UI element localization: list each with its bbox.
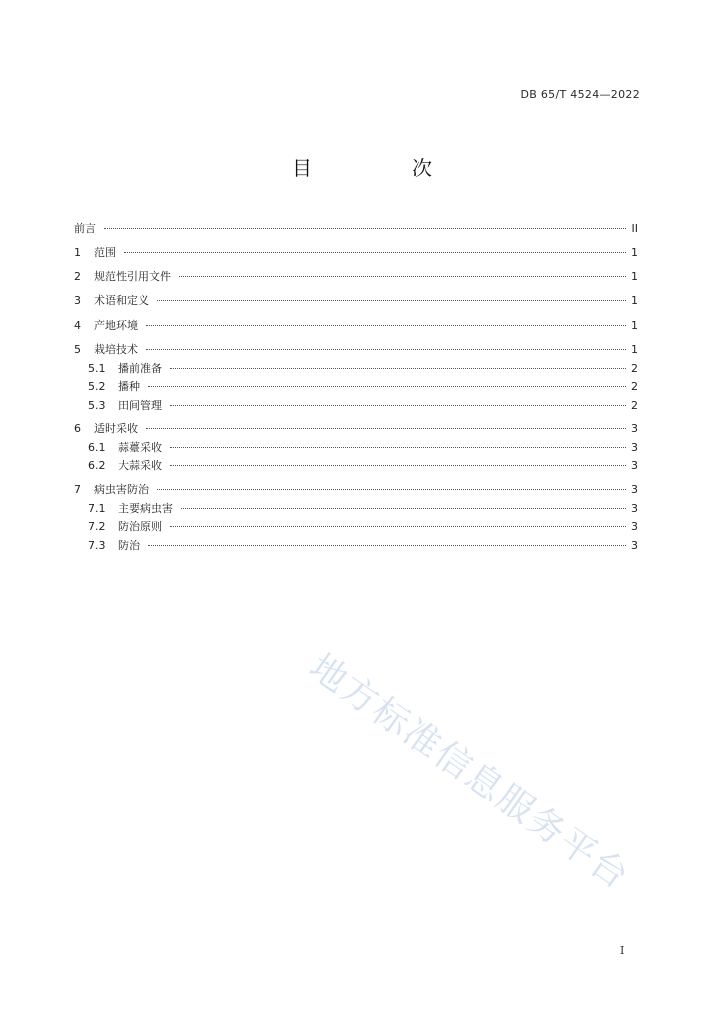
- toc-leader: [181, 508, 626, 509]
- toc-page: 1: [631, 246, 638, 259]
- page-number: I: [620, 944, 625, 957]
- toc-entry[interactable]: [88, 362, 638, 376]
- toc-label: 播种: [118, 380, 140, 393]
- toc-leader: [170, 526, 626, 527]
- toc-number: 6.1: [88, 441, 106, 454]
- toc-leader: [148, 545, 626, 546]
- toc-leader: [104, 228, 626, 229]
- toc-number: 5: [74, 343, 81, 356]
- toc-label: 播前准备: [118, 362, 162, 375]
- toc-number: 7: [74, 483, 81, 496]
- toc-page: 3: [631, 539, 638, 552]
- toc-label: 防治原则: [118, 520, 162, 533]
- toc-entry[interactable]: [88, 380, 638, 394]
- toc-number: 5.3: [88, 399, 106, 412]
- toc-leader: [170, 368, 626, 369]
- toc-leader: [157, 489, 626, 490]
- toc-leader: [157, 300, 626, 301]
- toc-leader: [148, 386, 626, 387]
- toc-number: 2: [74, 270, 81, 283]
- toc-number: 7.1: [88, 502, 106, 515]
- toc-page: 3: [631, 483, 638, 496]
- toc-entry[interactable]: [74, 294, 638, 308]
- toc-number: 4: [74, 319, 81, 332]
- toc-page: 3: [631, 441, 638, 454]
- toc-page: 3: [631, 502, 638, 515]
- toc-leader: [170, 465, 626, 466]
- toc-label: 规范性引用文件: [94, 270, 171, 283]
- toc-label: 防治: [118, 539, 140, 552]
- toc-leader: [146, 349, 626, 350]
- toc-entry[interactable]: [88, 539, 638, 553]
- toc-leader: [170, 405, 626, 406]
- toc-label: 术语和定义: [94, 294, 149, 307]
- toc-page: 1: [631, 294, 638, 307]
- toc-number: 7.3: [88, 539, 106, 552]
- toc-number: 6: [74, 422, 81, 435]
- toc-label: 病虫害防治: [94, 483, 149, 496]
- toc-leader: [179, 276, 626, 277]
- toc-page: 1: [631, 319, 638, 332]
- toc-label: 田间管理: [118, 399, 162, 412]
- toc-entry[interactable]: [88, 520, 638, 534]
- toc-number: 5.1: [88, 362, 106, 375]
- toc-number: 5.2: [88, 380, 106, 393]
- toc-leader: [146, 428, 626, 429]
- watermark: 地方标准信息服务平台: [301, 646, 637, 899]
- toc-page: 3: [631, 459, 638, 472]
- toc-number: 7.2: [88, 520, 106, 533]
- toc-number: 6.2: [88, 459, 106, 472]
- toc-page: 2: [631, 380, 638, 393]
- toc-label: 适时采收: [94, 422, 138, 435]
- toc-page: 2: [631, 399, 638, 412]
- toc-label: 前言: [74, 222, 96, 235]
- toc-entry[interactable]: [88, 399, 638, 413]
- toc-entry[interactable]: [74, 343, 638, 357]
- toc-entry[interactable]: [74, 319, 638, 333]
- toc-entry[interactable]: [74, 483, 638, 497]
- toc-label: 栽培技术: [94, 343, 138, 356]
- standard-code: DB 65/T 4524—2022: [520, 88, 640, 101]
- toc-label: 产地环境: [94, 319, 138, 332]
- toc-leader: [170, 447, 626, 448]
- toc-label: 范围: [94, 246, 116, 259]
- toc-page: 3: [631, 520, 638, 533]
- toc-entry[interactable]: [74, 246, 638, 260]
- toc-leader: [124, 252, 626, 253]
- toc-entry[interactable]: [88, 459, 638, 473]
- toc-page: II: [631, 222, 638, 235]
- toc-label: 大蒜采收: [118, 459, 162, 472]
- toc-label: 蒜薹采收: [118, 441, 162, 454]
- page-title: 目 次: [292, 156, 472, 180]
- toc-page: 1: [631, 270, 638, 283]
- toc-entry[interactable]: [88, 502, 638, 516]
- toc-entry[interactable]: [74, 422, 638, 436]
- toc-page: 3: [631, 422, 638, 435]
- toc-label: 主要病虫害: [118, 502, 173, 515]
- toc-number: 1: [74, 246, 81, 259]
- toc-page: 2: [631, 362, 638, 375]
- toc-entry[interactable]: [74, 222, 638, 236]
- toc-entry[interactable]: [88, 441, 638, 455]
- toc-entry[interactable]: [74, 270, 638, 284]
- toc-page: 1: [631, 343, 638, 356]
- toc-number: 3: [74, 294, 81, 307]
- toc-leader: [146, 325, 626, 326]
